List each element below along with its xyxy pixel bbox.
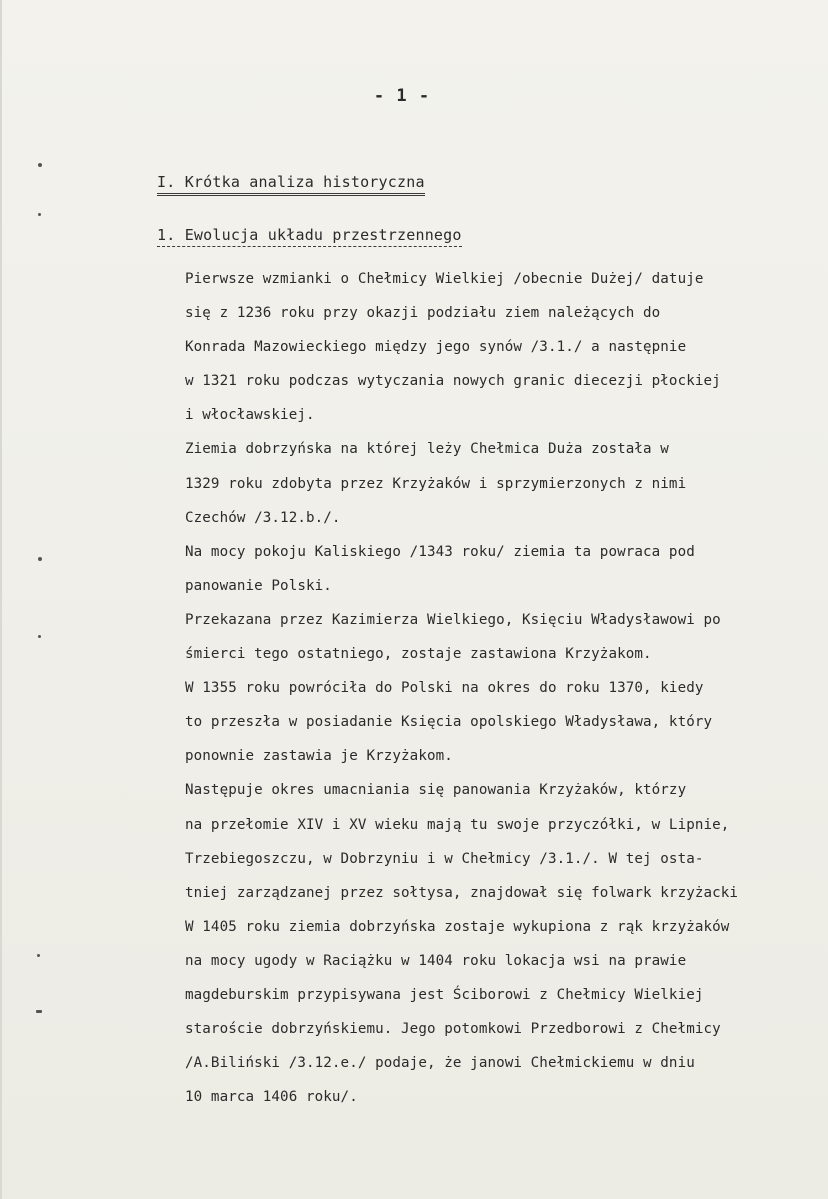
text-line: Czechów /3.12.b./.: [185, 509, 341, 526]
text-line: i włocławskiej.: [185, 407, 315, 424]
text-line: /A.Biliński /3.12.e./ podaje, że janowi Chełmickiemu w dniu: [185, 1055, 695, 1072]
text-line: to przeszła w posiadanie Księcia opolskiego Władysława, który: [185, 714, 713, 731]
text-line: w 1321 roku podczas wytyczania nowych granic diecezji płockiej: [185, 373, 721, 390]
text-line: na mocy ugody w Raciążku w 1404 roku lokacja wsi na prawie: [185, 952, 687, 969]
text-line: W 1355 roku powróciła do Polski na okres do roku 1370, kiedy: [185, 680, 704, 697]
margin-mark: [37, 954, 40, 957]
text-line: Przekazana przez Kazimierza Wielkiego, Księciu Władysławowi po: [185, 611, 721, 628]
text-line: tniej zarządzanej przez sołtysa, znajdował się folwark krzyżacki: [185, 884, 739, 901]
margin-mark: [38, 557, 42, 561]
scan-edge: [0, 0, 2, 1199]
margin-mark: [38, 635, 41, 638]
text-line: się z 1236 roku przy okazji podziału ziem należących do: [185, 305, 661, 322]
text-line: ponownie zastawia je Krzyżakom.: [185, 748, 453, 765]
text-line: Konrada Mazowieckiego między jego synów /3.1./ a następnie: [185, 339, 687, 356]
section-heading: I. Krótka analiza historyczna: [157, 173, 425, 196]
text-line: 1329 roku zdobyta przez Krzyżaków i sprzymierzonych z nimi: [185, 475, 687, 492]
text-line: Pierwsze wzmianki o Chełmicy Wielkiej /obecnie Dużej/ datuje: [185, 271, 704, 287]
text-line: W 1405 roku ziemia dobrzyńska zostaje wykupiona z rąk krzyżaków: [185, 918, 730, 935]
text-line: 10 marca 1406 roku/.: [185, 1089, 358, 1106]
body-text: [185, 262, 825, 1114]
subsection-heading: 1. Ewolucja układu przestrzennego: [157, 226, 462, 247]
margin-mark: [36, 1010, 42, 1013]
text-line: Ziemia dobrzyńska na której leży Chełmica Duża została w: [185, 441, 669, 458]
margin-mark: [38, 163, 42, 167]
text-line: śmierci tego ostatniego, zostaje zastawiona Krzyżakom.: [185, 646, 652, 663]
text-line: Trzebiegoszczu, w Dobrzyniu i w Chełmicy /3.1./. W tej osta-: [185, 850, 704, 867]
text-line: staroście dobrzyńskiemu. Jego potomkowi Przedborowi z Chełmicy: [185, 1021, 721, 1038]
text-line: magdeburskim przypisywana jest Ściborowi z Chełmicy Wielkiej: [185, 986, 704, 1003]
page-number: - 1 -: [373, 86, 431, 106]
text-line: na przełomie XIV i XV wieku mają tu swoje przyczółki, w Lipnie,: [185, 816, 730, 833]
text-line: Następuje okres umacniania się panowania Krzyżaków, którzy: [185, 782, 687, 799]
text-line: panowanie Polski.: [185, 577, 332, 594]
margin-mark: [38, 213, 41, 216]
text-line: Na mocy pokoju Kaliskiego /1343 roku/ ziemia ta powraca pod: [185, 543, 695, 560]
